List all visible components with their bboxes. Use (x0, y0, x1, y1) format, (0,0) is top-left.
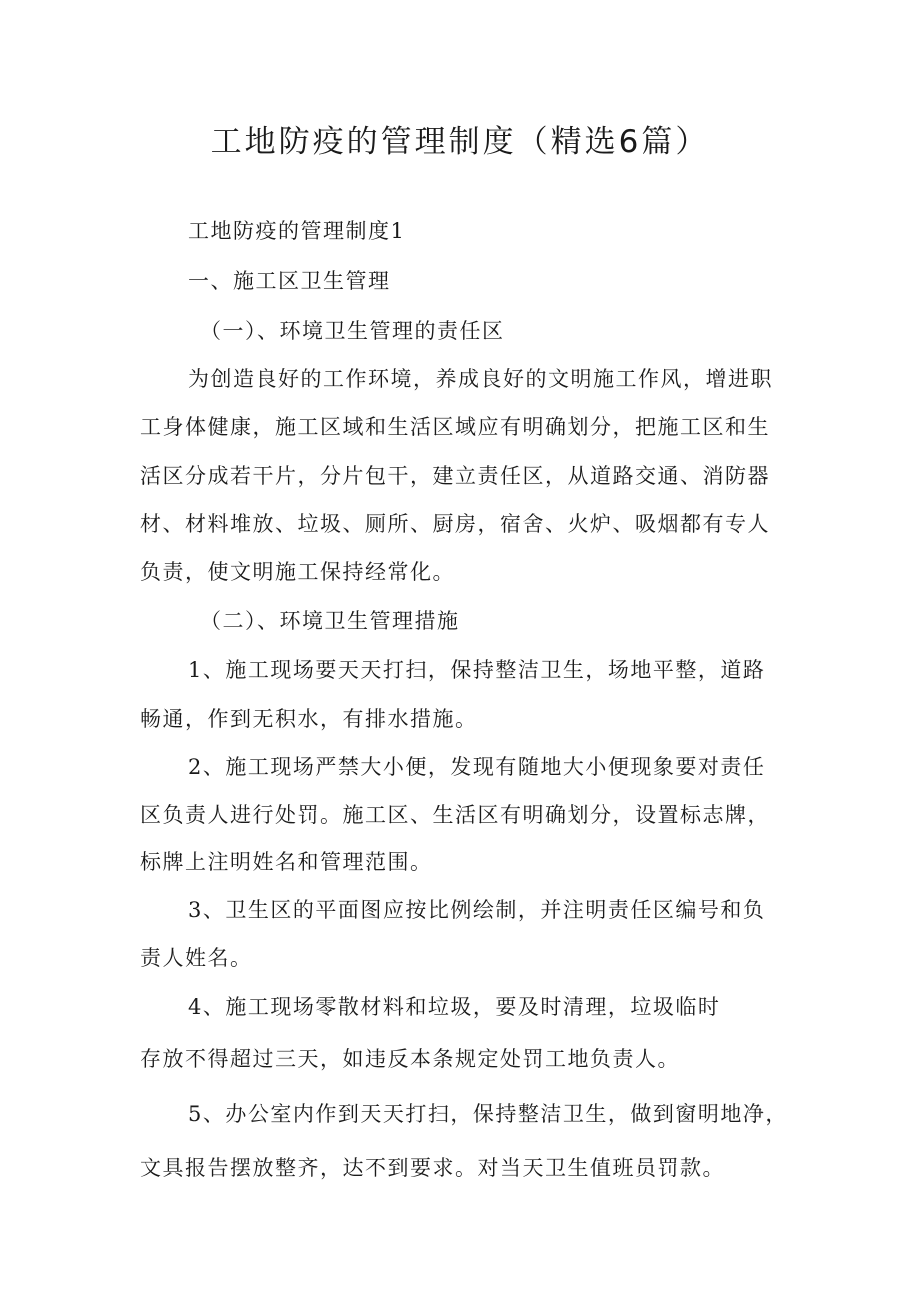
document-title: 工地防疫的管理制度（精选6篇） (210, 124, 710, 160)
paragraph-line: 工身体健康，施工区域和生活区域应有明确划分，把施工区和生 (140, 415, 770, 439)
chapter-heading: 一、施工区卫生管理 (188, 269, 391, 293)
paragraph-line: 负责，使文明施工保持经常化。 (140, 560, 455, 584)
subsection-heading: （一）、环境卫生管理的责任区 (200, 319, 505, 343)
paragraph-line: 存放不得超过三天，如违反本条规定处罚工地负责人。 (140, 1047, 680, 1071)
paragraph-line: 活区分成若干片，分片包干，建立责任区，从道路交通、消防器 (140, 464, 770, 488)
paragraph-line: 1、施工现场要天天打扫，保持整洁卫生，场地平整，道路 (188, 658, 766, 682)
subsection-heading: （二）、环境卫生管理措施 (200, 609, 460, 633)
paragraph-line: 标牌上注明姓名和管理范围。 (140, 850, 433, 874)
paragraph-line: 5、办公室内作到天天打扫，保持整洁卫生，做到窗明地净， (188, 1102, 788, 1126)
paragraph-line: 2、施工现场严禁大小便，发现有随地大小便现象要对责任 (188, 755, 766, 779)
paragraph-line: 区负责人进行处罚。施工区、生活区有明确划分，设置标志牌， (140, 803, 770, 827)
paragraph-line: 为创造良好的工作环境，养成良好的文明施工作风，增进职 (188, 367, 773, 391)
paragraph-line: 文具报告摆放整齐，达不到要求。对当天卫生值班员罚款。 (140, 1156, 725, 1180)
paragraph-line: 责人姓名。 (140, 946, 253, 970)
paragraph-line: 材、材料堆放、垃圾、厕所、厨房，宿舍、火炉、吸烟都有专人 (140, 512, 770, 536)
paragraph-line: 4、施工现场零散材料和垃圾，要及时清理，垃圾临时 (188, 995, 721, 1019)
paragraph-line: 3、卫生区的平面图应按比例绘制，并注明责任区编号和负 (188, 898, 766, 922)
section-heading: 工地防疫的管理制度1 (188, 219, 406, 243)
paragraph-line: 畅通，作到无积水，有排水措施。 (140, 707, 478, 731)
